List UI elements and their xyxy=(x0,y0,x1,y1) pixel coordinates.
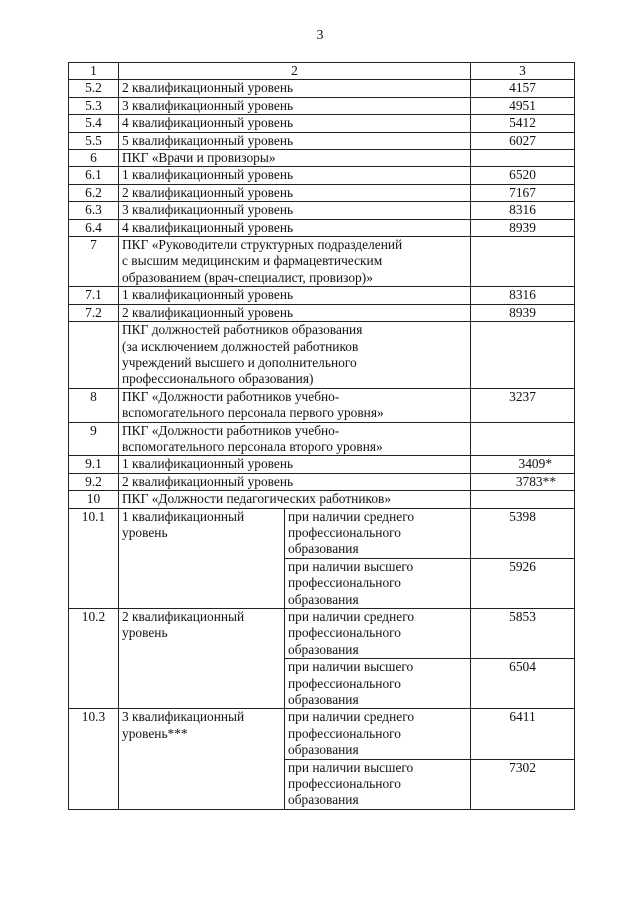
row-value: 6027 xyxy=(471,132,575,149)
row-number: 6 xyxy=(69,150,119,167)
education-condition: при наличии высшего профессионального образования xyxy=(285,759,471,809)
row-value: 7302 xyxy=(471,759,575,809)
table-row xyxy=(69,150,575,167)
row-value: 3783** xyxy=(471,473,575,490)
table-row xyxy=(69,609,575,659)
row-number: 7 xyxy=(69,237,119,287)
row-number: 5.5 xyxy=(69,132,119,149)
row-number: 10.3 xyxy=(69,709,119,809)
header-col-1: 1 xyxy=(69,63,119,80)
row-value: 8316 xyxy=(471,202,575,219)
row-value: 4951 xyxy=(471,97,575,114)
table-row xyxy=(69,80,575,97)
education-condition: при наличии высшего профессионального образования xyxy=(285,659,471,709)
row-value: 6504 xyxy=(471,659,575,709)
row-number: 6.4 xyxy=(69,219,119,236)
table-row xyxy=(69,422,575,456)
table-row xyxy=(69,167,575,184)
row-name: ПКГ «Должности педагогических работников» xyxy=(119,491,471,508)
row-value: 6520 xyxy=(471,167,575,184)
table-row xyxy=(69,322,575,389)
row-number: 5.3 xyxy=(69,97,119,114)
row-name: ПКГ «Врачи и провизоры» xyxy=(119,150,471,167)
row-number: 6.1 xyxy=(69,167,119,184)
table-row xyxy=(69,237,575,287)
table-row xyxy=(69,115,575,132)
row-value: 8939 xyxy=(471,304,575,321)
row-value: 5412 xyxy=(471,115,575,132)
education-condition: при наличии среднего профессионального образования xyxy=(285,709,471,759)
row-name: 2 квалификационный уровень xyxy=(119,80,471,97)
table-row xyxy=(69,287,575,304)
table-row xyxy=(69,491,575,508)
row-value: 5853 xyxy=(471,609,575,659)
table-row xyxy=(69,473,575,490)
qualification-level: 2 квалификационный уровень xyxy=(119,609,285,709)
qualification-level: 3 квалификационный уровень*** xyxy=(119,709,285,809)
row-value xyxy=(471,237,575,287)
table-row xyxy=(69,132,575,149)
row-value xyxy=(471,422,575,456)
row-value: 3237 xyxy=(471,388,575,422)
table-row xyxy=(69,219,575,236)
row-name: 3 квалификационный уровень xyxy=(119,97,471,114)
row-name: 3 квалификационный уровень xyxy=(119,202,471,219)
table-row xyxy=(69,456,575,473)
row-number: 7.1 xyxy=(69,287,119,304)
row-name: 4 квалификационный уровень xyxy=(119,115,471,132)
row-number: 10.2 xyxy=(69,609,119,709)
row-number: 10 xyxy=(69,491,119,508)
row-name: ПКГ «Руководители структурных подразделений с высшим медицинским и фармацевтическим образованием (врач-специалист, провизор)» xyxy=(119,237,471,287)
education-condition: при наличии среднего профессионального образования xyxy=(285,508,471,558)
table-row xyxy=(69,184,575,201)
row-number: 6.3 xyxy=(69,202,119,219)
row-value: 4157 xyxy=(471,80,575,97)
row-value: 8316 xyxy=(471,287,575,304)
salary-table xyxy=(68,62,575,810)
row-number: 9 xyxy=(69,422,119,456)
row-value xyxy=(471,150,575,167)
row-number: 9.1 xyxy=(69,456,119,473)
header-col-2: 2 xyxy=(119,63,471,80)
row-name: 1 квалификационный уровень xyxy=(119,167,471,184)
table-row xyxy=(69,388,575,422)
row-number xyxy=(69,322,119,389)
row-name: 4 квалификационный уровень xyxy=(119,219,471,236)
row-value: 6411 xyxy=(471,709,575,759)
row-name: 5 квалификационный уровень xyxy=(119,132,471,149)
row-name: 1 квалификационный уровень xyxy=(119,456,471,473)
table-row xyxy=(69,508,575,558)
header-col-3: 3 xyxy=(471,63,575,80)
row-number: 5.2 xyxy=(69,80,119,97)
table-row xyxy=(69,709,575,759)
row-number: 5.4 xyxy=(69,115,119,132)
row-value xyxy=(471,322,575,389)
row-name: 2 квалификационный уровень xyxy=(119,473,471,490)
row-number: 9.2 xyxy=(69,473,119,490)
row-name: ПКГ должностей работников образования (за исключением должностей работников учреждений высшего и дополнительного профессионального образования) xyxy=(119,322,471,389)
table-row xyxy=(69,202,575,219)
qualification-level: 1 квалификационный уровень xyxy=(119,508,285,608)
row-value: 8939 xyxy=(471,219,575,236)
table-header-row xyxy=(69,63,575,80)
row-name: 2 квалификационный уровень xyxy=(119,304,471,321)
row-value: 7167 xyxy=(471,184,575,201)
education-condition: при наличии высшего профессионального образования xyxy=(285,558,471,608)
education-condition: при наличии среднего профессионального образования xyxy=(285,609,471,659)
page-number: 3 xyxy=(316,28,324,43)
row-value: 3409* xyxy=(471,456,575,473)
row-value xyxy=(471,491,575,508)
row-number: 7.2 xyxy=(69,304,119,321)
row-value: 5398 xyxy=(471,508,575,558)
row-name: ПКГ «Должности работников учебно- вспомогательного персонала первого уровня» xyxy=(119,388,471,422)
row-name: 2 квалификационный уровень xyxy=(119,184,471,201)
table-row xyxy=(69,97,575,114)
row-number: 8 xyxy=(69,388,119,422)
row-name: ПКГ «Должности работников учебно- вспомогательного персонала второго уровня» xyxy=(119,422,471,456)
row-number: 10.1 xyxy=(69,508,119,608)
table-row xyxy=(69,304,575,321)
row-number: 6.2 xyxy=(69,184,119,201)
row-name: 1 квалификационный уровень xyxy=(119,287,471,304)
row-value: 5926 xyxy=(471,558,575,608)
